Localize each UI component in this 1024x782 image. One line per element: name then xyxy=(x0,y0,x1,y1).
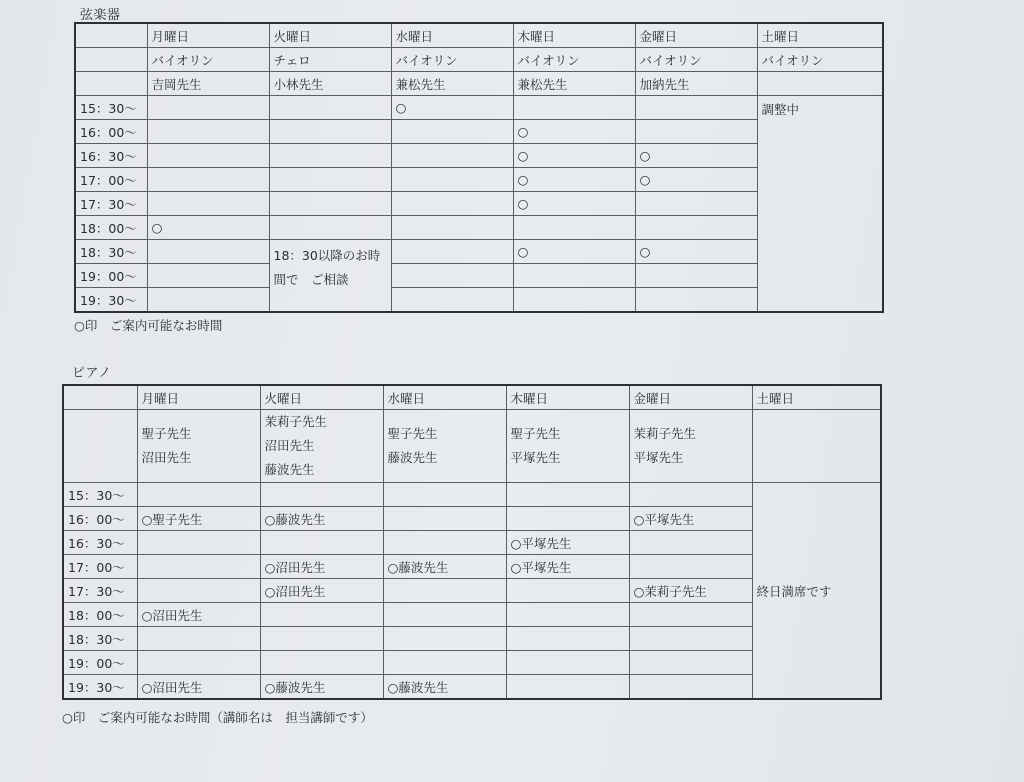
mon-slot xyxy=(137,579,260,603)
fri-slot: ○ xyxy=(635,144,757,168)
teacher-cell: 兼松先生 xyxy=(391,72,513,96)
strings-instrument-row xyxy=(75,48,883,72)
strings-legend: ○印 ご案内可能なお時間 xyxy=(74,318,223,333)
teacher-name: 茉莉子先生 xyxy=(633,426,697,441)
thu-slot: ○ xyxy=(513,168,635,192)
tue-slot xyxy=(260,627,383,651)
instrument-cell: チェロ xyxy=(269,48,391,72)
tue-slot xyxy=(269,168,391,192)
wed-slot xyxy=(391,264,513,288)
strings-teacher-row xyxy=(75,72,883,96)
strings-section-title: 弦楽器 xyxy=(80,8,121,23)
day-header: 火曜日 xyxy=(269,23,391,48)
day-header: 土曜日 xyxy=(752,385,881,410)
mon-slot: ○沼田先生 xyxy=(137,603,260,627)
blank-cell xyxy=(63,410,137,483)
mon-slot xyxy=(147,120,269,144)
tue-slot: ○藤波先生 xyxy=(260,507,383,531)
fri-slot xyxy=(629,531,752,555)
teacher-name: 藤波先生 xyxy=(387,450,438,465)
wed-slot xyxy=(391,120,513,144)
thu-slot xyxy=(513,96,635,120)
tue-slot xyxy=(260,603,383,627)
fri-slot xyxy=(629,603,752,627)
tue-slot: ○沼田先生 xyxy=(260,555,383,579)
fri-slot xyxy=(629,675,752,700)
teacher-cell: 吉岡先生 xyxy=(147,72,269,96)
time-cell: 19：00〜 xyxy=(63,651,137,675)
thu-slot xyxy=(506,483,629,507)
piano-teacher-row xyxy=(63,410,881,483)
tue-slot xyxy=(260,651,383,675)
wed-slot: ○ xyxy=(391,96,513,120)
mon-slot xyxy=(147,288,269,313)
teacher-name: 平塚先生 xyxy=(510,450,561,465)
teacher-cell: 小林先生 xyxy=(269,72,391,96)
time-cell: 17：30〜 xyxy=(63,579,137,603)
thu-slot: ○ xyxy=(513,144,635,168)
time-cell: 18：00〜 xyxy=(63,603,137,627)
wed-slot: ○藤波先生 xyxy=(383,675,506,700)
teacher-list-cell xyxy=(137,410,260,483)
thu-slot xyxy=(506,651,629,675)
wed-slot xyxy=(391,240,513,264)
fri-slot xyxy=(635,288,757,313)
strings-header-row xyxy=(75,23,883,48)
thu-slot: ○平塚先生 xyxy=(506,555,629,579)
fri-slot xyxy=(635,192,757,216)
time-cell: 19：00〜 xyxy=(75,264,147,288)
teacher-cell: 加納先生 xyxy=(635,72,757,96)
thu-slot: ○ xyxy=(513,192,635,216)
thu-slot xyxy=(506,507,629,531)
mon-slot xyxy=(147,264,269,288)
fri-slot xyxy=(635,264,757,288)
thu-slot xyxy=(513,288,635,313)
blank-cell xyxy=(75,72,147,96)
instrument-cell: バイオリン xyxy=(757,48,883,72)
fri-slot xyxy=(629,651,752,675)
tue-slot xyxy=(269,192,391,216)
mon-slot xyxy=(147,168,269,192)
wed-slot xyxy=(383,627,506,651)
time-cell: 16：30〜 xyxy=(75,144,147,168)
wed-slot xyxy=(383,651,506,675)
teacher-list-cell xyxy=(260,410,383,483)
thu-slot xyxy=(513,264,635,288)
mon-slot xyxy=(137,651,260,675)
teacher-name: 平塚先生 xyxy=(633,450,684,465)
blank-cell xyxy=(752,410,881,483)
time-cell: 18：00〜 xyxy=(75,216,147,240)
strings-schedule-table xyxy=(74,22,884,313)
day-header: 金曜日 xyxy=(635,23,757,48)
time-cell: 17：00〜 xyxy=(63,555,137,579)
thu-slot xyxy=(513,216,635,240)
time-cell: 16：00〜 xyxy=(75,120,147,144)
instrument-cell: バイオリン xyxy=(147,48,269,72)
teacher-cell: 兼松先生 xyxy=(513,72,635,96)
thu-slot: ○平塚先生 xyxy=(506,531,629,555)
mon-slot xyxy=(137,531,260,555)
wed-slot xyxy=(391,192,513,216)
wed-slot xyxy=(391,288,513,313)
piano-section-title: ピアノ xyxy=(72,366,112,381)
fri-slot: ○平塚先生 xyxy=(629,507,752,531)
fri-slot xyxy=(635,96,757,120)
wed-slot: ○藤波先生 xyxy=(383,555,506,579)
time-cell: 18：30〜 xyxy=(75,240,147,264)
wed-slot xyxy=(383,531,506,555)
tue-slot: ○藤波先生 xyxy=(260,675,383,700)
time-cell: 19：30〜 xyxy=(75,288,147,313)
tue-note-cell: 18：30以降のお時間で ご相談 xyxy=(269,240,391,313)
time-cell: 17：00〜 xyxy=(75,168,147,192)
mon-slot: ○ xyxy=(147,216,269,240)
teacher-name: 沼田先生 xyxy=(141,450,192,465)
day-header: 水曜日 xyxy=(383,385,506,410)
blank-cell xyxy=(75,48,147,72)
piano-legend: ○印 ご案内可能なお時間（講師名は 担当講師です） xyxy=(62,710,373,725)
teacher-name: 沼田先生 xyxy=(264,438,315,453)
thu-slot xyxy=(506,675,629,700)
time-cell: 19：30〜 xyxy=(63,675,137,700)
day-header: 月曜日 xyxy=(147,23,269,48)
mon-slot xyxy=(137,483,260,507)
piano-header-row xyxy=(63,385,881,410)
mon-slot: ○聖子先生 xyxy=(137,507,260,531)
sat-note-cell: 調整中 xyxy=(757,96,883,313)
teacher-name: 藤波先生 xyxy=(264,462,315,477)
strings-time-row xyxy=(75,96,883,120)
wed-slot xyxy=(383,483,506,507)
mon-slot xyxy=(147,240,269,264)
teacher-list-cell xyxy=(629,410,752,483)
day-header: 火曜日 xyxy=(260,385,383,410)
fri-slot xyxy=(629,555,752,579)
fri-slot xyxy=(629,483,752,507)
day-header: 土曜日 xyxy=(757,23,883,48)
time-cell: 16：00〜 xyxy=(63,507,137,531)
corner-cell xyxy=(75,23,147,48)
teacher-list-cell xyxy=(383,410,506,483)
teacher-name: 茉莉子先生 xyxy=(264,414,328,429)
teacher-cell xyxy=(757,72,883,96)
sat-note-cell: 終日満席です xyxy=(752,483,881,700)
corner-cell xyxy=(63,385,137,410)
tue-slot xyxy=(269,120,391,144)
mon-slot xyxy=(147,192,269,216)
tue-slot xyxy=(269,96,391,120)
thu-slot: ○ xyxy=(513,120,635,144)
day-header: 木曜日 xyxy=(506,385,629,410)
tue-slot xyxy=(269,144,391,168)
mon-slot xyxy=(137,555,260,579)
teacher-list-cell xyxy=(506,410,629,483)
tue-slot xyxy=(260,531,383,555)
wed-slot xyxy=(383,579,506,603)
wed-slot xyxy=(391,144,513,168)
fri-slot: ○ xyxy=(635,168,757,192)
teacher-name: 聖子先生 xyxy=(510,426,561,441)
fri-slot xyxy=(635,216,757,240)
teacher-name: 聖子先生 xyxy=(387,426,438,441)
time-cell: 15：30〜 xyxy=(63,483,137,507)
mon-slot: ○沼田先生 xyxy=(137,675,260,700)
fri-slot: ○ xyxy=(635,240,757,264)
wed-slot xyxy=(391,216,513,240)
instrument-cell: バイオリン xyxy=(635,48,757,72)
mon-slot xyxy=(147,144,269,168)
time-cell: 17：30〜 xyxy=(75,192,147,216)
day-header: 金曜日 xyxy=(629,385,752,410)
day-header: 木曜日 xyxy=(513,23,635,48)
wed-slot xyxy=(383,507,506,531)
day-header: 水曜日 xyxy=(391,23,513,48)
tue-slot xyxy=(269,216,391,240)
wed-slot xyxy=(383,603,506,627)
time-cell: 18：30〜 xyxy=(63,627,137,651)
fri-slot xyxy=(629,627,752,651)
fri-slot xyxy=(635,120,757,144)
piano-schedule-table xyxy=(62,384,882,700)
thu-slot: ○ xyxy=(513,240,635,264)
time-cell: 15：30〜 xyxy=(75,96,147,120)
mon-slot xyxy=(147,96,269,120)
piano-time-row xyxy=(63,483,881,507)
thu-slot xyxy=(506,579,629,603)
day-header: 月曜日 xyxy=(137,385,260,410)
thu-slot xyxy=(506,603,629,627)
fri-slot: ○茉莉子先生 xyxy=(629,579,752,603)
teacher-name: 聖子先生 xyxy=(141,426,192,441)
mon-slot xyxy=(137,627,260,651)
wed-slot xyxy=(391,168,513,192)
time-cell: 16：30〜 xyxy=(63,531,137,555)
instrument-cell: バイオリン xyxy=(513,48,635,72)
instrument-cell: バイオリン xyxy=(391,48,513,72)
thu-slot xyxy=(506,627,629,651)
tue-slot: ○沼田先生 xyxy=(260,579,383,603)
tue-slot xyxy=(260,483,383,507)
